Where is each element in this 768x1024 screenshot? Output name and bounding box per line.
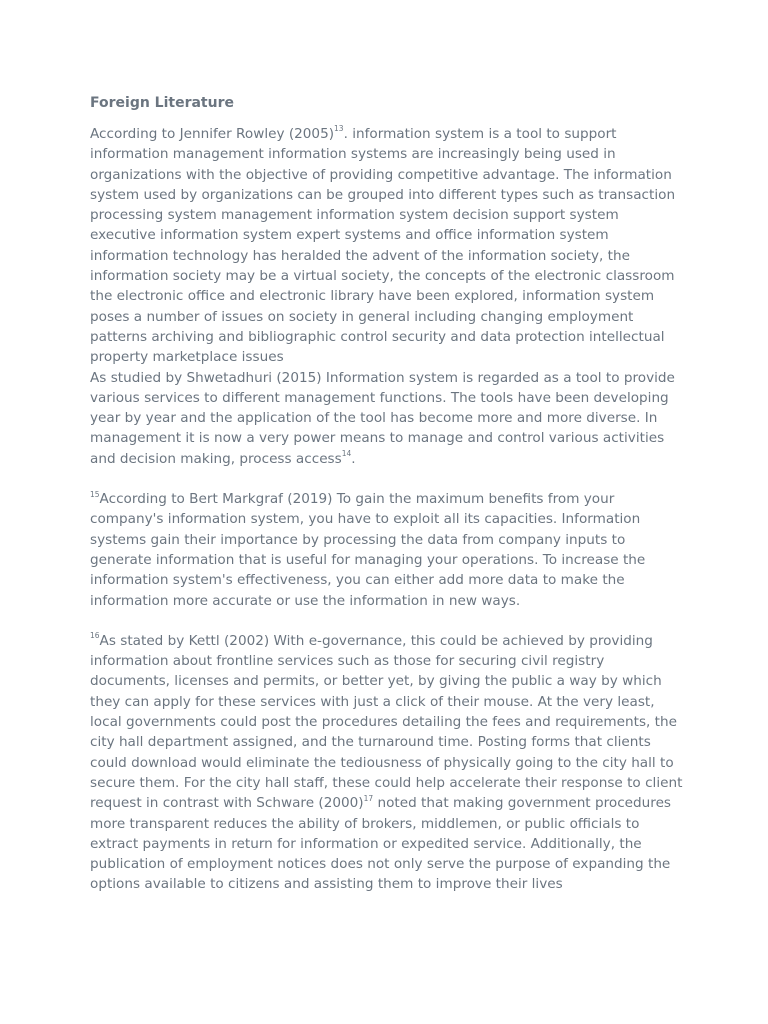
paragraph-spacer: [90, 611, 688, 631]
paragraph-kettl: [90, 631, 688, 895]
paragraph-text: As studied by Shwetadhuri (2015) Information system is regarded as a tool to provide various services to different management functions. The tools have been developing year by year and the application of the tool has become more and more diverse. In management it is now a very power means to manage and control various activities and decision making, process access: [90, 369, 675, 467]
footnote-ref-13[interactable]: 13: [334, 124, 344, 134]
paragraph-rowley: [90, 124, 688, 368]
paragraph-markgraf: [90, 489, 688, 611]
footnote-ref-16[interactable]: 16: [90, 631, 100, 641]
paragraph-text: According to Bert Markgraf (2019) To gain the maximum benefits from your company's information system, you have to exploit all its capacities. Information systems gain their importance by processing the data from company inputs to generate information that is useful for managing your operations. To increase the information system's effectiveness, you can either add more data to make the information more accurate or use the information in new ways.: [90, 491, 646, 609]
paragraph-text: . information system is a tool to support information management information systems are increasingly being used in organizations with the objective of providing competitive advantage. The information system used by organizations can be grouped into different types such as transaction processing system management information system decision support system executive information system expert systems and office information system information technology has heralded the advent of the information society, the information society may be a virtual society, the concepts of the electronic classroom the electronic office and electronic library have been explored, information system poses a number of issues on society in general including changing employment patterns archiving and bibliographic control security and data protection intellectual property marketplace issues: [90, 126, 676, 366]
paragraph-shwetadhuri: [90, 368, 688, 469]
paragraph-text: As stated by Kettl (2002) With e-governance, this could be achieved by providing information about frontline services such as those for securing civil registry documents, licenses and permits, or better yet, by giving the public a way by which they can apply for these services with just a click of their mouse. At the very least, local governments could post the procedures detailing the fees and requirements, the city hall department assigned, and the turnaround time. Posting forms that clients could download would eliminate the tediousness of physically going to the city hall to secure them. For the city hall staff, these could help accelerate their response to client request in contrast with Schware (2000): [90, 632, 683, 812]
section-heading: Foreign Literature: [90, 95, 234, 111]
footnote-ref-14[interactable]: 14: [341, 449, 352, 459]
paragraph-text: .: [351, 450, 356, 467]
footnote-ref-15[interactable]: 15: [90, 489, 100, 499]
paragraph-text: According to Jennifer Rowley (2005): [90, 126, 335, 142]
paragraph-text: noted that making government procedures more transparent reduces the ability of brokers, middlemen, or public officials to extract payments in return for information or expedited service. Additionally, the publication of employment notices does not only serve the purpose of expanding the options available to citizens and assisting them to improve their lives: [90, 795, 672, 893]
footnote-ref-17[interactable]: 17: [363, 793, 374, 803]
paragraph-spacer: [90, 469, 688, 489]
